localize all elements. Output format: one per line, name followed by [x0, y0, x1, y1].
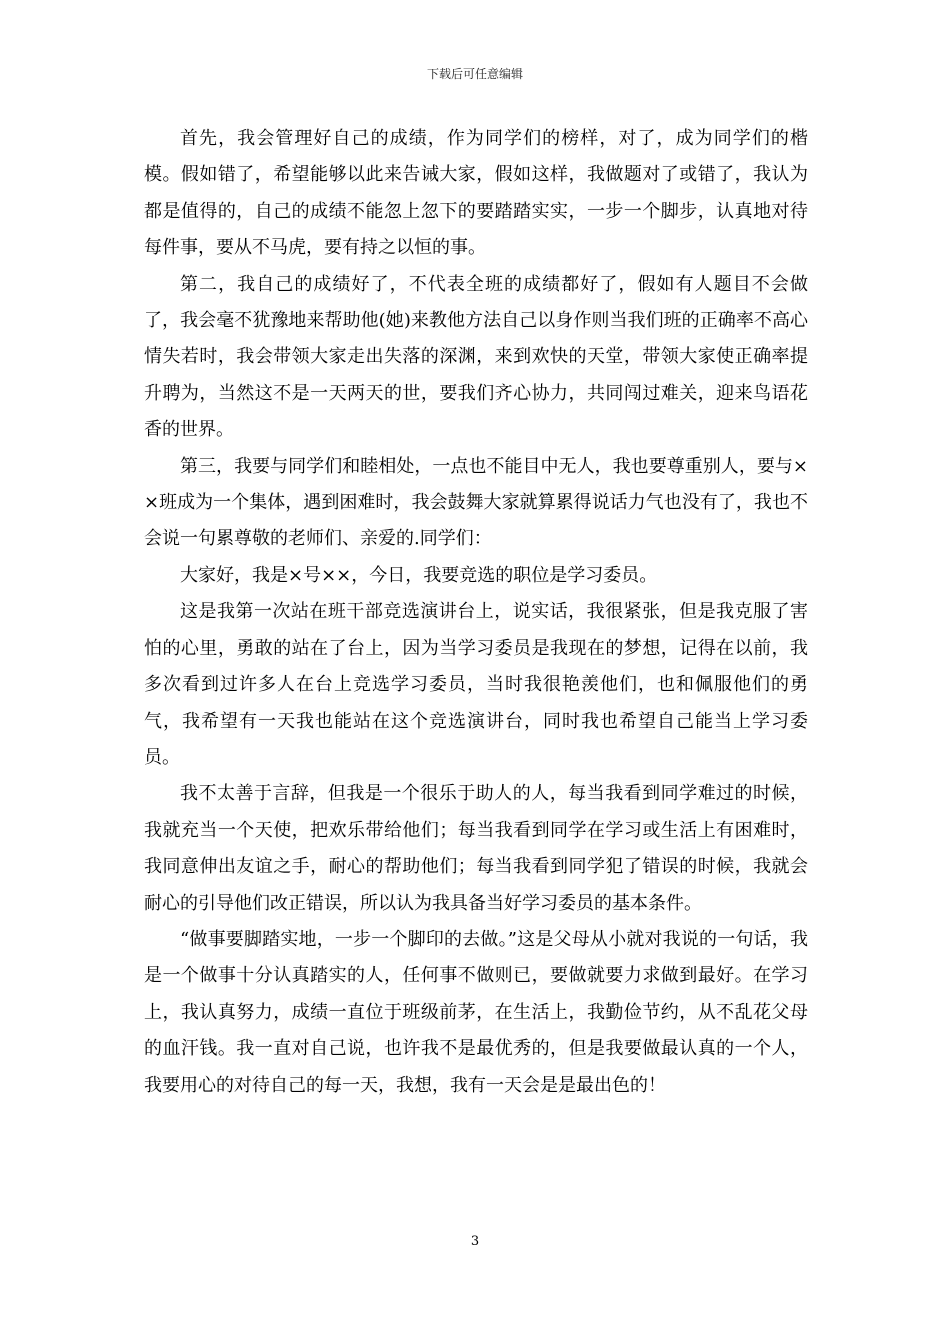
page-number: 3	[470, 1234, 480, 1249]
paragraph-first-time: 这是我第一次站在班干部竞选演讲台上，说实话，我很紧张，但是我克服了害怕的心里，勇敢的站在了台上，因为当学习委员是我现在的梦想，记得在以前，我多次看到过许多人在台上竞选学习委员，当时我很艳羡他们，也和佩服他们的勇气，我希望有一天我也能站在这个竞选演讲台，同时我也希望自己能当上学习委员。	[144, 601, 808, 768]
paragraph-third: 第三，我要与同学们和睦相处，一点也不能目中无人，我也要尊重别人，要与××班成为一个集体，遇到困难时，我会鼓舞大家就算累得说话力气也没有了，我也不会说一句累尊敬的老师们、亲爱的.同学们：	[144, 455, 808, 550]
paragraph-first: 首先，我会管理好自己的成绩，作为同学们的榜样，对了，成为同学们的楷模。假如错了，希望能够以此来告诫大家，假如这样，我做题对了或错了，我认为都是值得的，自己的成绩不能忽上忽下的要踏踏实实，一步一个脚步，认真地对待每件事，要从不马虎，要有持之以恒的事。	[144, 128, 808, 259]
document-body	[144, 121, 808, 1104]
paragraph-helpful: 我不太善于言辞，但我是一个很乐于助人的人，每当我看到同学难过的时候，我就充当一个天使，把欢乐带给他们；每当我看到同学在学习或生活上有困难时，我同意伸出友谊之手，耐心的帮助他们；每当我看到同学犯了错误的时候，我就会耐心的引导他们改正错误，所以认为我具备当好学习委员的基本条件。	[144, 783, 808, 914]
paragraph-motto: “做事要脚踏实地，一步一个脚印的去做。”这是父母从小就对我说的一句话，我是一个做事十分认真踏实的人，任何事不做则已，要做就要力求做到最好。在学习上，我认真努力，成绩一直位于班级前茅，在生活上，我勤俭节约，从不乱花父母的血汗钱。我一直对自己说，也许我不是最优秀的，但是我要做最认真的一个人，我要用心的对待自己的每一天，我想，我有一天会是是最出色的！	[144, 928, 808, 1096]
paragraph-greeting: 大家好，我是×号××，今日，我要竞选的职位是学习委员。	[180, 564, 658, 586]
page-header: 下载后可任意编辑	[426, 67, 523, 81]
paragraph-second: 第二，我自己的成绩好了，不代表全班的成绩都好了，假如有人题目不会做了，我会毫不犹豫地来帮助他(她)来教他方法自己以身作则当我们班的正确率不高心情失若时，我会带领大家走出失落的深渊，来到欢快的天堂，带领大家使正确率提升聘为，当然这不是一天两天的世，要我们齐心协力，共同闯过难关，迎来鸟语花香的世界。	[144, 273, 808, 441]
